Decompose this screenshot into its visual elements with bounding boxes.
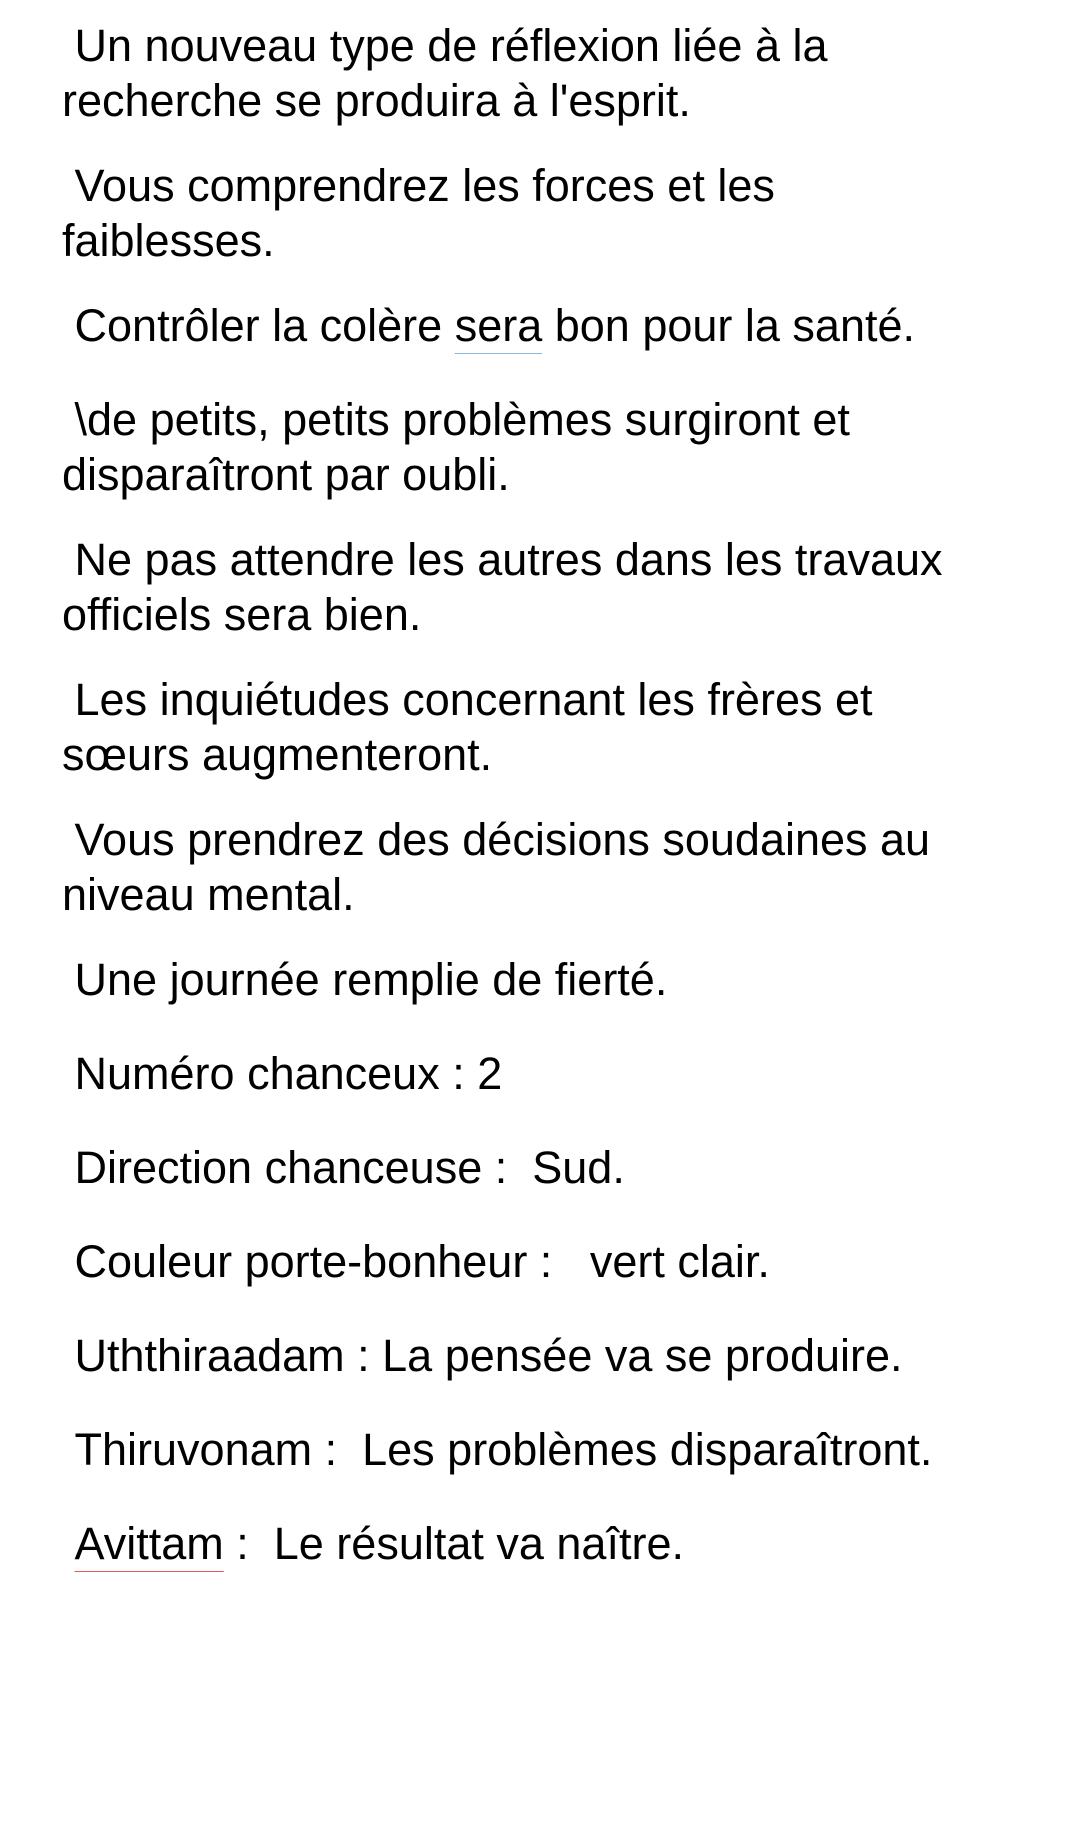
thiruvonam-line: Thiruvonam : Les problèmes disparaîtront. — [62, 1424, 933, 1475]
avittam-text-before — [62, 1518, 75, 1569]
grammar-flagged-word[interactable]: sera — [454, 300, 543, 351]
uththiraadam-line: Uththiraadam : La pensée va se produire. — [62, 1330, 903, 1381]
avittam-line — [62, 1516, 1042, 1571]
lucky-number-line: Numéro chanceux : 2 — [62, 1048, 503, 1099]
paragraph-official-work: Ne pas attendre les autres dans les travaux officiels sera bien. — [62, 534, 943, 640]
paragraph-small-problems: \de petits, petits problèmes surgiront et disparaîtront par oubli. — [62, 394, 850, 500]
lucky-direction-line: Direction chanceuse : Sud. — [62, 1142, 625, 1193]
spelling-flagged-word[interactable]: Avittam — [74, 1518, 224, 1569]
paragraph-day-of-pride: Une journée remplie de fierté. — [62, 954, 668, 1005]
paragraph-new-thinking: Un nouveau type de réflexion liée à la recherche se produira à l'esprit. — [62, 20, 828, 126]
paragraph-siblings-worries: Les inquiétudes concernant les frères et sœurs augmenteront. — [62, 674, 873, 780]
paragraph-strengths-weaknesses: Vous comprendrez les forces et les faiblesses. — [62, 160, 775, 266]
lucky-color-line: Couleur porte-bonheur : vert clair. — [62, 1236, 770, 1287]
avittam-text-after: : Le résultat va naître. — [223, 1518, 684, 1569]
paragraph-anger-control — [62, 298, 1042, 353]
anger-text-after: bon pour la santé. — [542, 300, 916, 351]
anger-text-before: Contrôler la colère — [62, 300, 455, 351]
paragraph-sudden-decisions: Vous prendrez des décisions soudaines au niveau mental. — [62, 814, 931, 920]
